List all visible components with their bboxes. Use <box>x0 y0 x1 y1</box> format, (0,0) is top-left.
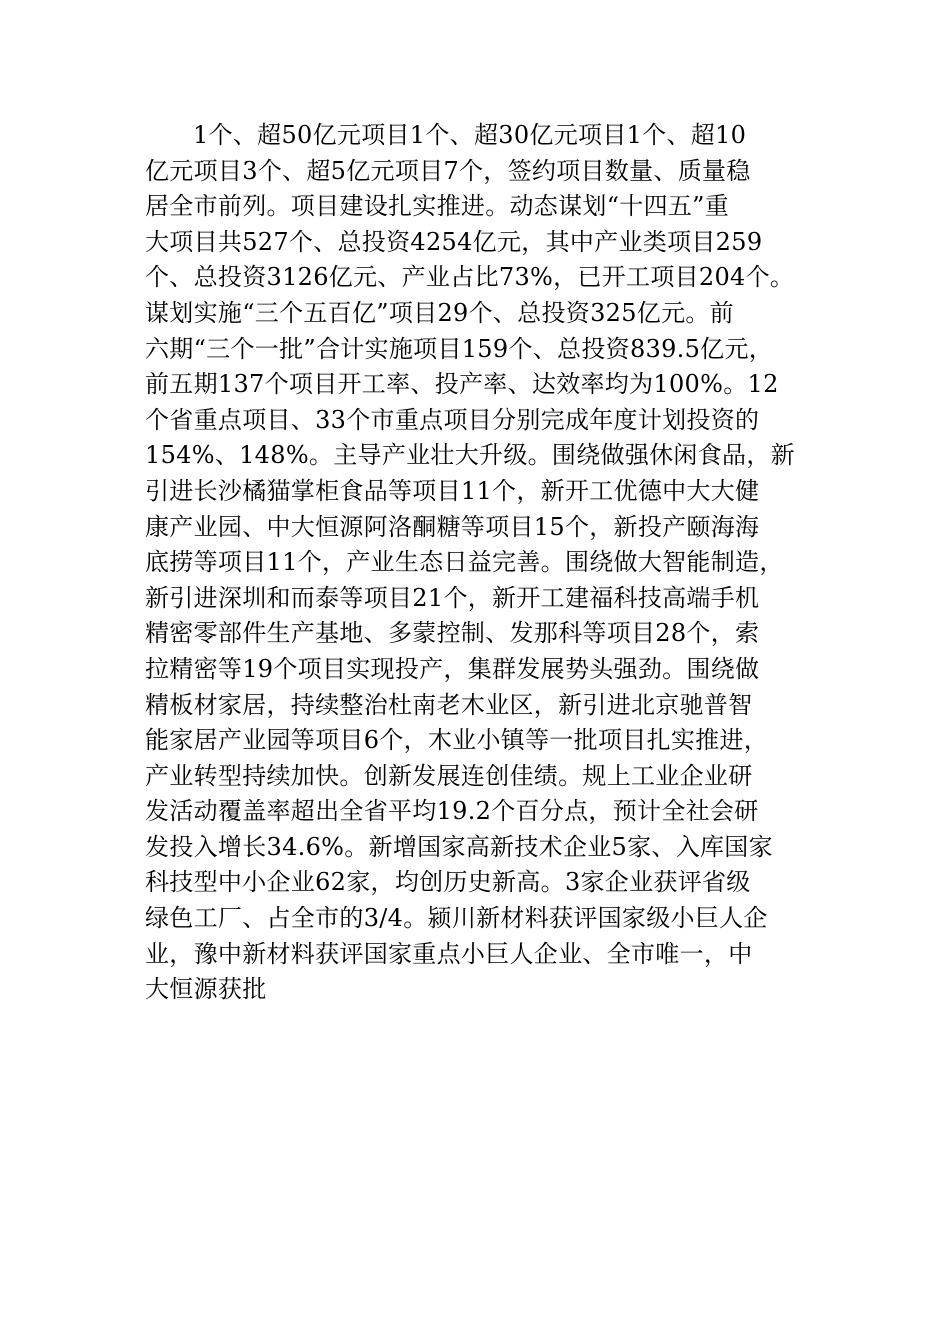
paragraph-line-1: 1个、超50亿元项目1个、超30亿元项目1个、超10 <box>193 121 747 149</box>
paragraph-line-24: 业，豫中新材料获评国家重点小巨人企业、全市唯一，中 <box>145 939 753 968</box>
paragraph-line-14: 新引进深圳和而泰等项目21个，新开工建福科技高端手机 <box>145 583 760 612</box>
paragraph-line-25: 大恒源获批 <box>145 975 267 1004</box>
body-paragraph <box>145 118 805 1008</box>
paragraph-line-22: 科技型中小企业62家，均创历史新高。3家企业获评省级 <box>145 868 751 897</box>
paragraph-line-11: 引进长沙橘猫掌柜食品等项目11个，新开工优德中大大健 <box>145 476 760 505</box>
paragraph-line-3: 居全市前列。项目建设扎实推进。动态谋划“十四五”重 <box>145 192 730 221</box>
paragraph-line-13: 底捞等项目11个，产业生态日益完善。围绕做大智能制造， <box>145 548 784 577</box>
paragraph-line-23: 绿色工厂、占全市的3/4。颍川新材料获评国家级小巨人企 <box>145 904 768 933</box>
paragraph-line-8: 前五期137个项目开工率、投产率、达效率均为100%。12 <box>145 370 779 399</box>
paragraph-line-5: 个、总投资3126亿元、产业占比73%，已开工项目204个。 <box>145 263 795 292</box>
paragraph-line-12: 康产业园、中大恒源阿洛酮糖等项目15个，新投产颐海海 <box>145 512 760 541</box>
paragraph-line-10: 154%、148%。主导产业壮大升级。围绕做强休闲食品，新 <box>145 441 795 470</box>
paragraph-line-16: 拉精密等19个项目实现投产，集群发展势头强劲。围绕做 <box>145 654 760 683</box>
paragraph-line-17: 精板材家居，持续整治杜南老木业区，新引进北京驰普智 <box>145 690 753 719</box>
paragraph-line-18: 能家居产业园等项目6个，木业小镇等一批项目扎实推进， <box>145 726 769 755</box>
paragraph-line-15: 精密零部件生产基地、多蒙控制、发那科等项目28个，索 <box>145 619 760 648</box>
paragraph-line-2: 亿元项目3个、超5亿元项目7个，签约项目数量、质量稳 <box>145 156 751 185</box>
paragraph-line-4: 大项目共527个、总投资4254亿元，其中产业类项目259 <box>145 227 763 256</box>
paragraph-line-19: 产业转型持续加快。创新发展连创佳绩。规上工业企业研 <box>145 761 753 790</box>
paragraph-line-20: 发活动覆盖率超出全省平均19.2个百分点，预计全社会研 <box>145 797 759 826</box>
paragraph-line-21: 发投入增长34.6%。新增国家高新技术企业5家、入库国家 <box>145 832 773 861</box>
paragraph-line-7: 六期“三个一批”合计实施项目159个、总投资839.5亿元， <box>145 334 774 363</box>
paragraph-line-9: 个省重点项目、33个市重点项目分别完成年度计划投资的 <box>145 405 760 434</box>
paragraph-line-6: 谋划实施“三个五百亿”项目29个、总投资325亿元。前 <box>145 298 734 327</box>
